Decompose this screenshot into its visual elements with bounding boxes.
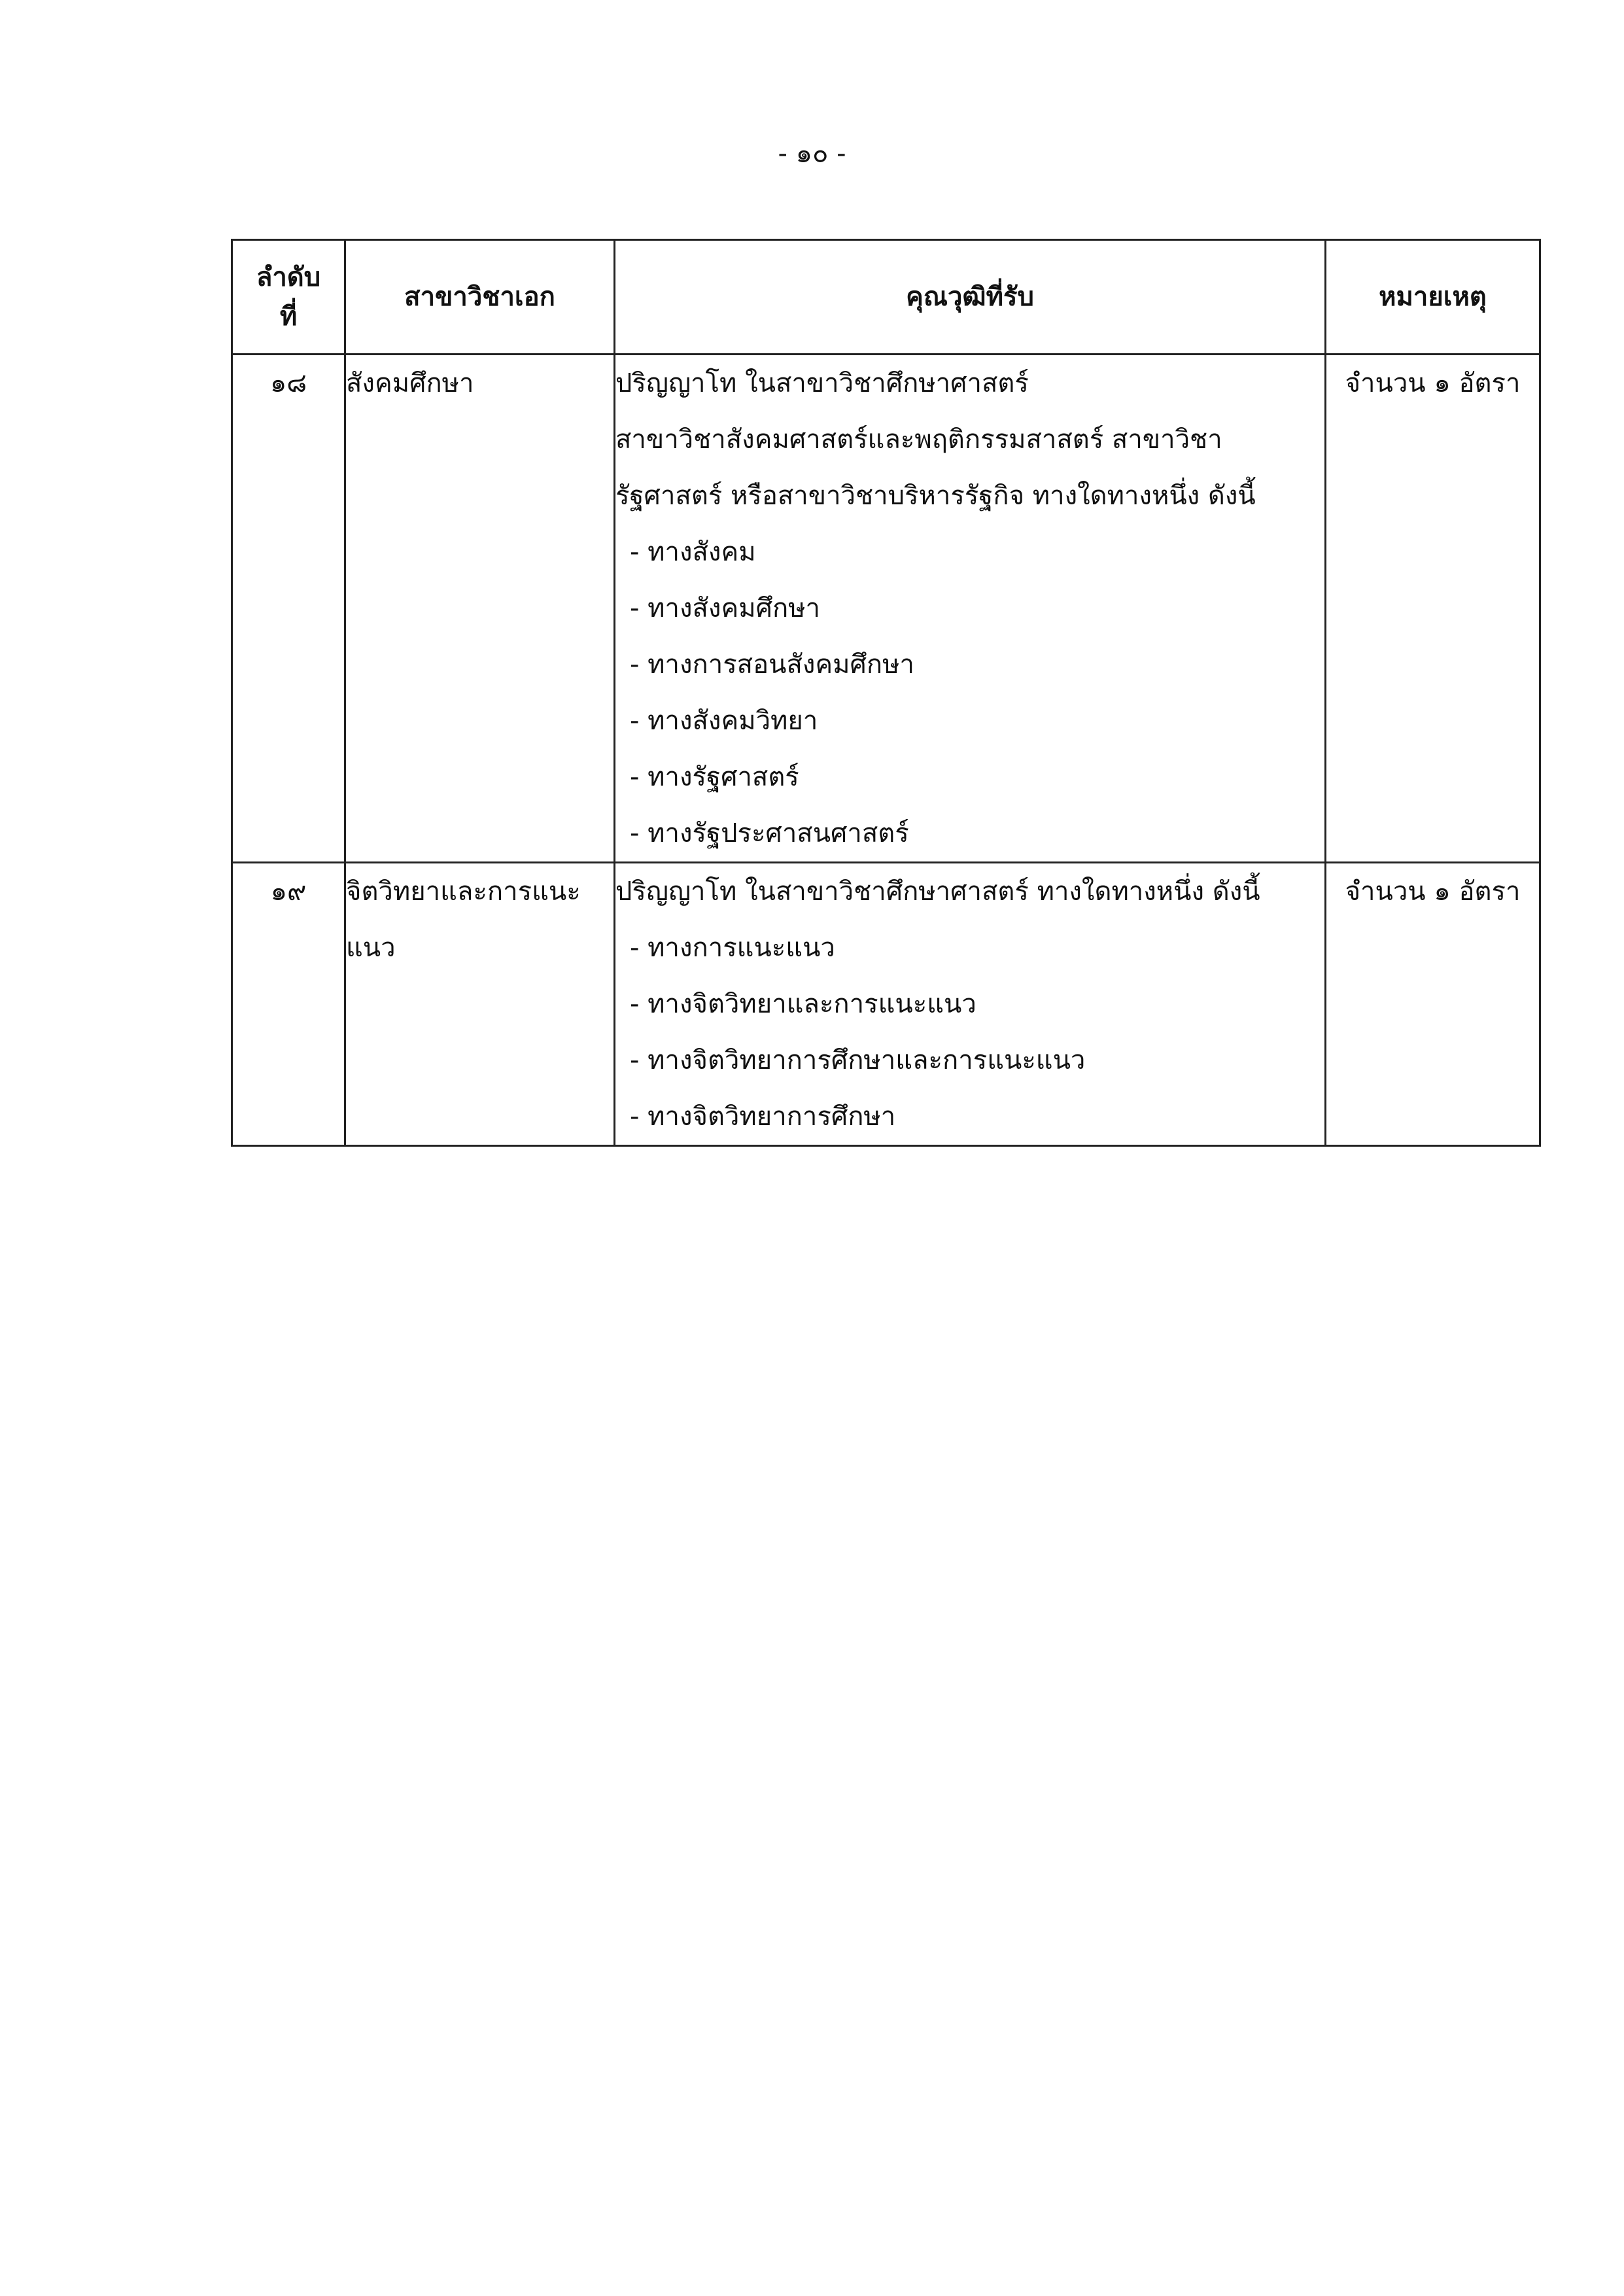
qualification-bullet: - ทางจิตวิทยาการศึกษา bbox=[630, 1102, 896, 1132]
qualification-bullet: - ทางสังคมวิทยา bbox=[630, 706, 818, 736]
qualification-bullet: - ทางจิตวิทยาและการแนะแนว bbox=[630, 989, 976, 1019]
row-major bbox=[345, 863, 615, 1146]
row-seq: ๑๙ bbox=[232, 863, 345, 1146]
header-seq-line2: ที่ bbox=[279, 302, 298, 332]
table-row bbox=[232, 355, 1540, 863]
header-seq bbox=[232, 240, 345, 355]
major-line: แนว bbox=[346, 933, 396, 963]
table-row bbox=[232, 863, 1540, 1146]
qualification-table bbox=[231, 239, 1541, 1147]
major-line: จิตวิทยาและการแนะ bbox=[346, 877, 581, 907]
qualification-bullet: - ทางรัฐประศาสนศาสตร์ bbox=[630, 818, 909, 848]
qualification-line: ปริญญาโท ในสาขาวิชาศึกษาศาสตร์ bbox=[615, 368, 1029, 398]
major-line: สังคมศึกษา bbox=[346, 368, 474, 398]
header-qualification: คุณวุฒิที่รับ bbox=[615, 240, 1326, 355]
header-seq-line1: ลำดับ bbox=[256, 262, 321, 292]
row-note: จำนวน ๑ อัตรา bbox=[1326, 863, 1540, 1146]
header-note: หมายเหตุ bbox=[1326, 240, 1540, 355]
row-seq: ๑๘ bbox=[232, 355, 345, 863]
qualification-bullet: - ทางรัฐศาสตร์ bbox=[630, 762, 799, 792]
qualification-bullet: - ทางการแนะแนว bbox=[630, 933, 835, 963]
row-qualification bbox=[615, 863, 1326, 1146]
row-qualification bbox=[615, 355, 1326, 863]
qualification-line: สาขาวิชาสังคมศาสตร์และพฤติกรรมสาสตร์ สาขาวิชา bbox=[615, 425, 1222, 455]
header-major: สาขาวิชาเอก bbox=[345, 240, 615, 355]
qualification-bullet: - ทางจิตวิทยาการศึกษาและการแนะแนว bbox=[630, 1045, 1086, 1075]
qualification-line: ปริญญาโท ในสาขาวิชาศึกษาศาสตร์ ทางใดทางหนึ่ง ดังนี้ bbox=[615, 877, 1260, 907]
row-note: จำนวน ๑ อัตรา bbox=[1326, 355, 1540, 863]
row-major bbox=[345, 355, 615, 863]
qualification-line: รัฐศาสตร์ หรือสาขาวิชาบริหารรัฐกิจ ทางใดทางหนึ่ง ดังนี้ bbox=[615, 481, 1256, 511]
qualification-bullet: - ทางสังคม bbox=[630, 537, 756, 567]
qualification-bullet: - ทางการสอนสังคมศึกษา bbox=[630, 650, 914, 680]
qualification-bullet: - ทางสังคมศึกษา bbox=[630, 593, 821, 623]
page-number: - ๑๐ - bbox=[778, 139, 846, 169]
table-header-row bbox=[232, 240, 1540, 355]
